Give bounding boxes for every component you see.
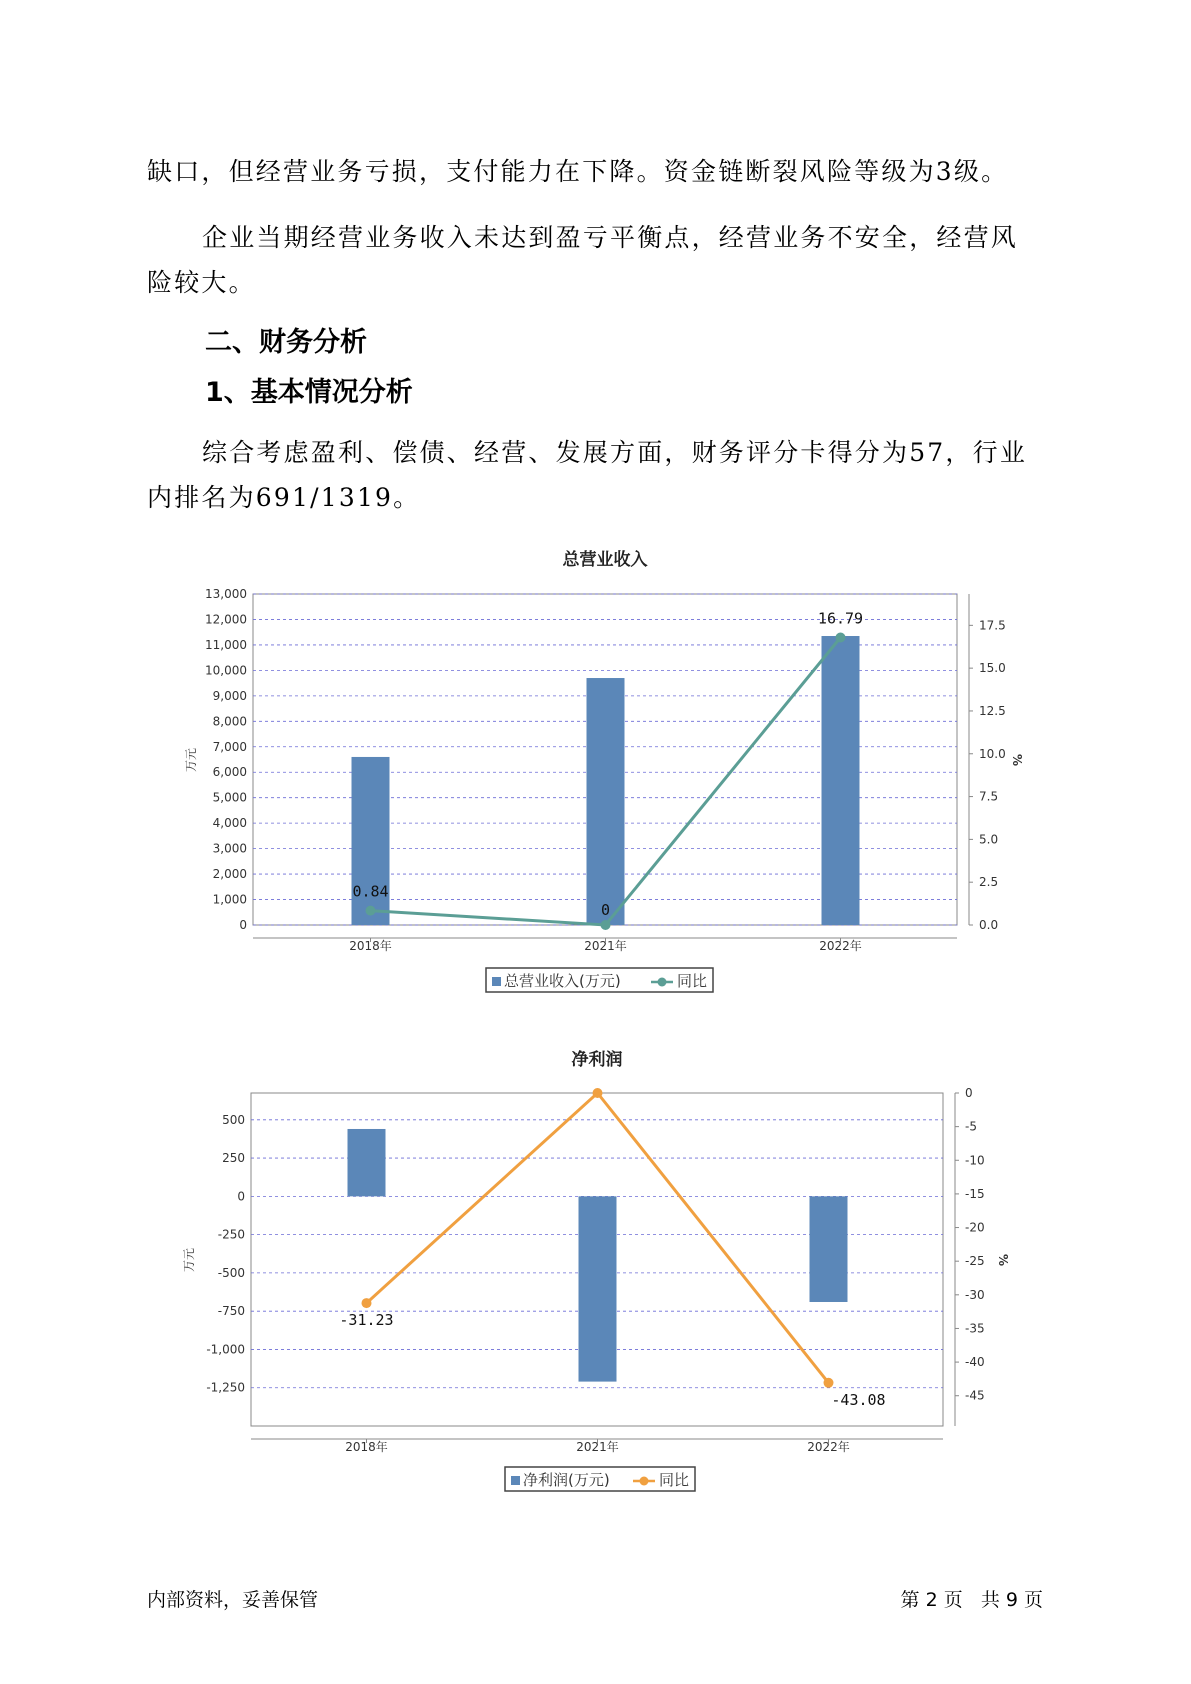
legend-line-marker	[658, 978, 667, 987]
y-tick-label: -1,250	[206, 1380, 245, 1395]
y-tick-label: 13,000	[205, 587, 247, 601]
y2-tick-label: 0.0	[979, 918, 999, 932]
data-label: 16.79	[817, 609, 864, 628]
y2-tick-label: 7.5	[979, 789, 999, 804]
y-tick-label: 4,000	[212, 816, 247, 831]
y2-tick-label: -20	[965, 1220, 985, 1235]
y2-tick-label: -10	[965, 1153, 985, 1168]
y-tick-label: 0	[239, 918, 247, 932]
x-tick-label: 2018年	[349, 939, 392, 953]
bar-2022年	[810, 1196, 848, 1302]
data-label: 0.84	[352, 882, 389, 901]
legend-bar-label: 净利润(万元)	[523, 1471, 610, 1489]
y-tick-label: 11,000	[205, 637, 247, 652]
x-tick-label: 2018年	[345, 1440, 388, 1454]
bar-2022年	[822, 636, 860, 925]
y-tick-label: 9,000	[212, 688, 247, 703]
yoy-point	[824, 1378, 834, 1388]
yoy-point	[366, 906, 376, 916]
y2-tick-label: -30	[965, 1287, 985, 1302]
y-tick-label: 0	[237, 1189, 245, 1204]
footer-confidential: 内部资料，妥善保管	[147, 1589, 319, 1611]
y2-tick-label: 15.0	[979, 661, 1006, 676]
y-tick-label: -250	[217, 1227, 245, 1242]
yoy-point	[593, 1088, 603, 1098]
y2-tick-label: 2.5	[979, 875, 999, 890]
y-tick-label: 5,000	[212, 790, 247, 805]
y2-tick-label: 0	[965, 1086, 973, 1100]
legend-line-label: 同比	[677, 972, 708, 990]
y-axis-title: 万元	[184, 747, 198, 773]
x-tick-label: 2022年	[819, 939, 862, 953]
y-tick-label: 7,000	[212, 739, 247, 754]
y-tick-label: 250	[222, 1151, 245, 1166]
section-heading: 二、财务分析	[205, 327, 367, 358]
y2-tick-label: -35	[965, 1321, 985, 1336]
legend-bar-swatch	[492, 977, 501, 986]
data-label: -31.23	[339, 1311, 394, 1330]
y-tick-label: 6,000	[212, 765, 247, 780]
footer-page-number: 第 2 页 共 9 页	[900, 1589, 1043, 1611]
y2-tick-label: 5.0	[979, 832, 999, 847]
legend-bar-label: 总营业收入(万元)	[504, 972, 621, 990]
x-tick-label: 2021年	[576, 1440, 619, 1454]
y2-axis-title: %	[1010, 753, 1024, 767]
y-tick-label: -750	[217, 1304, 245, 1319]
x-tick-label: 2021年	[584, 939, 627, 953]
y-tick-label: 2,000	[212, 867, 247, 882]
chart-legend	[486, 968, 713, 992]
y-tick-label: -1,000	[206, 1342, 245, 1357]
y2-tick-label: -5	[965, 1119, 977, 1134]
y2-tick-label: -25	[965, 1254, 985, 1269]
subsection-heading: 1、基本情况分析	[205, 377, 413, 408]
y2-axis-title: %	[996, 1253, 1010, 1267]
y2-tick-label: -15	[965, 1186, 985, 1201]
chart-legend	[505, 1467, 695, 1491]
data-label: 0	[600, 901, 611, 919]
paragraph-funding-gap: 缺口，但经营业务亏损，支付能力在下降。资金链断裂风险等级为3级。	[147, 157, 1009, 186]
y2-tick-label: 10.0	[979, 746, 1006, 761]
yoy-point	[601, 920, 611, 930]
paragraph-score-line1: 综合考虑盈利、偿债、经营、发展方面，财务评分卡得分为57，行业	[202, 438, 1028, 467]
y2-tick-label: -45	[965, 1388, 985, 1403]
y-axis-title: 万元	[182, 1247, 196, 1273]
bar-2021年	[587, 678, 625, 925]
yoy-point	[362, 1298, 372, 1308]
chart-title: 总营业收入	[562, 550, 648, 570]
paragraph-breakeven-line2: 险较大。	[147, 268, 256, 297]
y2-tick-label: -40	[965, 1355, 985, 1370]
data-label: -43.08	[831, 1390, 886, 1409]
chart-title: 净利润	[571, 1050, 623, 1070]
y-tick-label: 10,000	[205, 663, 247, 678]
paragraph-breakeven-line1: 企业当期经营业务收入未达到盈亏平衡点，经营业务不安全，经营风	[202, 223, 1019, 252]
chart-1	[184, 549, 1024, 992]
y2-tick-label: 12.5	[979, 703, 1006, 718]
x-tick-label: 2022年	[807, 1440, 850, 1454]
y-tick-label: 1,000	[212, 892, 247, 907]
bar-2018年	[348, 1129, 386, 1196]
y-tick-label: 3,000	[212, 841, 247, 856]
legend-line-label: 同比	[659, 1471, 690, 1489]
y-tick-label: -500	[217, 1265, 245, 1280]
y-tick-label: 500	[222, 1112, 245, 1127]
yoy-point	[836, 632, 846, 642]
chart-2	[182, 1049, 1010, 1491]
legend-bar-swatch	[511, 1476, 520, 1485]
bar-2021年	[579, 1196, 617, 1381]
y-tick-label: 8,000	[212, 714, 247, 729]
legend-line-marker	[640, 1477, 649, 1486]
paragraph-score-line2: 内排名为691/1319。	[147, 483, 421, 512]
y-tick-label: 12,000	[205, 612, 247, 627]
y2-tick-label: 17.5	[979, 618, 1006, 633]
